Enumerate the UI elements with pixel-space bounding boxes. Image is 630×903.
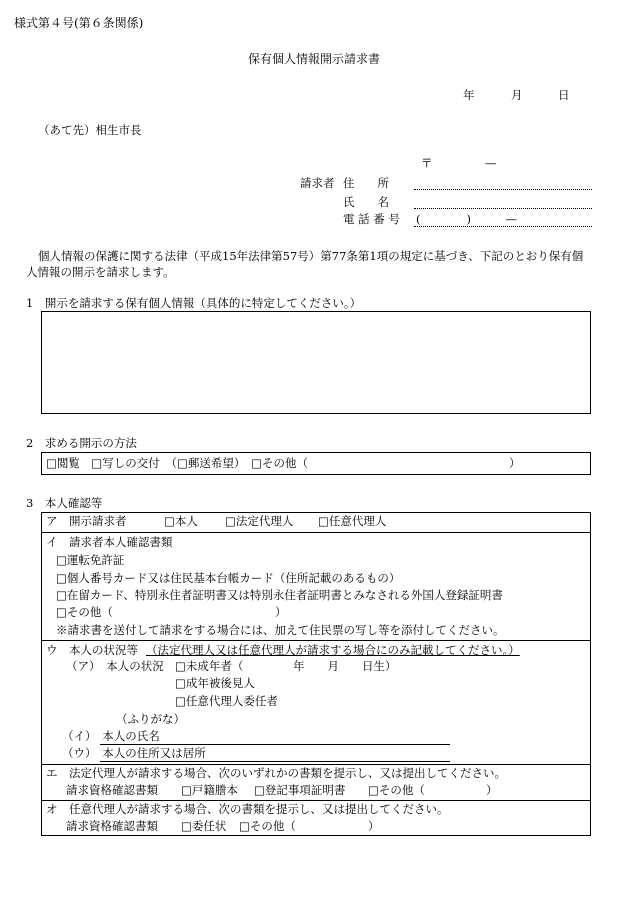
legal-doc-other-close: ）: [486, 783, 498, 797]
address-label: 住 所: [343, 176, 389, 190]
section3-heading: 3 本人確認等: [26, 496, 103, 510]
status-minor[interactable]: □未成年者（: [175, 659, 244, 673]
id-doc-other-close: ）: [275, 605, 287, 619]
legal-agent-docs-label: 請求資格確認書類: [66, 783, 158, 797]
intro-line-1: 個人情報の保護に関する法律（平成15年法律第57号）第77条第1項の規定に基づき、下記のとおり保有個: [38, 249, 584, 263]
requester-type-legal-agent[interactable]: □法定代理人: [225, 514, 294, 528]
id-docs-label: イ 請求者本人確認書類: [46, 535, 173, 549]
status-adult-ward[interactable]: □成年被後見人: [175, 676, 255, 690]
voluntary-doc-other[interactable]: □その他（: [239, 819, 296, 833]
disclosure-other-close: ）: [509, 456, 521, 470]
row-divider: [41, 764, 591, 765]
principal-status-sub-a: （ア） 本人の状況: [66, 659, 164, 673]
status-minor-birthdate: 年 月 日生）: [293, 659, 397, 673]
legal-doc-other[interactable]: □その他（: [368, 783, 425, 797]
requested-info-box[interactable]: [41, 311, 591, 414]
id-doc-residence-card[interactable]: □在留カード、特別永住者証明書又は特別永住者証明書とみなされる外国人登録証明書: [56, 588, 503, 602]
phone-format: ( ) —: [416, 212, 517, 226]
row-divider: [41, 640, 591, 641]
voluntary-doc-other-close: ）: [368, 819, 380, 833]
principal-status-note: （法定代理人又は任意代理人が請求する場合にのみ記載してください。）: [146, 643, 520, 657]
section2-heading: 2 求める開示の方法: [26, 436, 137, 450]
date-month-label: 月: [511, 88, 523, 102]
date-day-label: 日: [558, 88, 570, 102]
disclosure-method-options[interactable]: □閲覧 □写しの交付 （□郵送希望） □その他（: [46, 456, 308, 470]
requester-type-self[interactable]: □本人: [164, 514, 198, 528]
intro-line-2: 人情報の開示を請求します。: [26, 265, 175, 279]
postal-dash: —: [485, 156, 497, 170]
row-divider: [41, 800, 591, 801]
principal-name-label: （イ） 本人の氏名: [62, 729, 160, 743]
phone-field-line[interactable]: [414, 226, 592, 227]
requester-type-voluntary-agent[interactable]: □任意代理人: [318, 514, 387, 528]
furigana-label: （ふりがな）: [116, 712, 185, 726]
principal-status-label: ウ 本人の状況等: [46, 643, 138, 657]
document-title: 保有個人情報開示請求書: [248, 52, 381, 66]
requester-type-label: ア 開示請求者: [46, 514, 127, 528]
section1-heading: 1 開示を請求する保有個人情報（具体的に特定してください。）: [26, 296, 362, 310]
legal-doc-registry[interactable]: □登記事項証明書: [254, 783, 346, 797]
status-voluntary-principal[interactable]: □任意代理人委任者: [175, 694, 278, 708]
id-doc-other[interactable]: □その他（: [56, 605, 113, 619]
voluntary-agent-instruction: オ 任意代理人が請求する場合、次の書類を提示し、又は提出してください。: [46, 802, 449, 816]
voluntary-agent-docs-label: 請求資格確認書類: [66, 819, 158, 833]
voluntary-doc-proxy[interactable]: □委任状: [181, 819, 227, 833]
name-field-line[interactable]: [414, 208, 592, 209]
legal-agent-instruction: エ 法定代理人が請求する場合、次のいずれかの書類を提示し、又は提出してください。: [46, 766, 506, 780]
date-year-label: 年: [463, 88, 475, 102]
requester-label: 請求者: [300, 176, 335, 190]
addressee: （あて先）相生市長: [38, 123, 142, 137]
legal-doc-koseki[interactable]: □戸籍謄本: [181, 783, 238, 797]
row-divider: [41, 532, 591, 533]
name-label: 氏 名: [343, 195, 389, 209]
id-doc-license[interactable]: □運転免許証: [56, 553, 125, 567]
principal-address-label: （ウ） 本人の住所又は居所: [62, 746, 206, 760]
mail-note: ※請求書を送付して請求をする場合には、加えて住民票の写し等を添付してください。: [56, 623, 505, 637]
phone-label: 電 話 番 号: [343, 212, 400, 226]
principal-address-field-line[interactable]: [100, 761, 450, 762]
form-number: 様式第４号(第６条関係): [14, 16, 144, 30]
id-doc-mynumber[interactable]: □個人番号カード又は住民基本台帳カード（住所記載のあるもの）: [56, 571, 401, 585]
postal-mark: 〒: [421, 156, 433, 170]
address-field-line[interactable]: [414, 189, 592, 190]
principal-name-field-line[interactable]: [100, 744, 450, 745]
